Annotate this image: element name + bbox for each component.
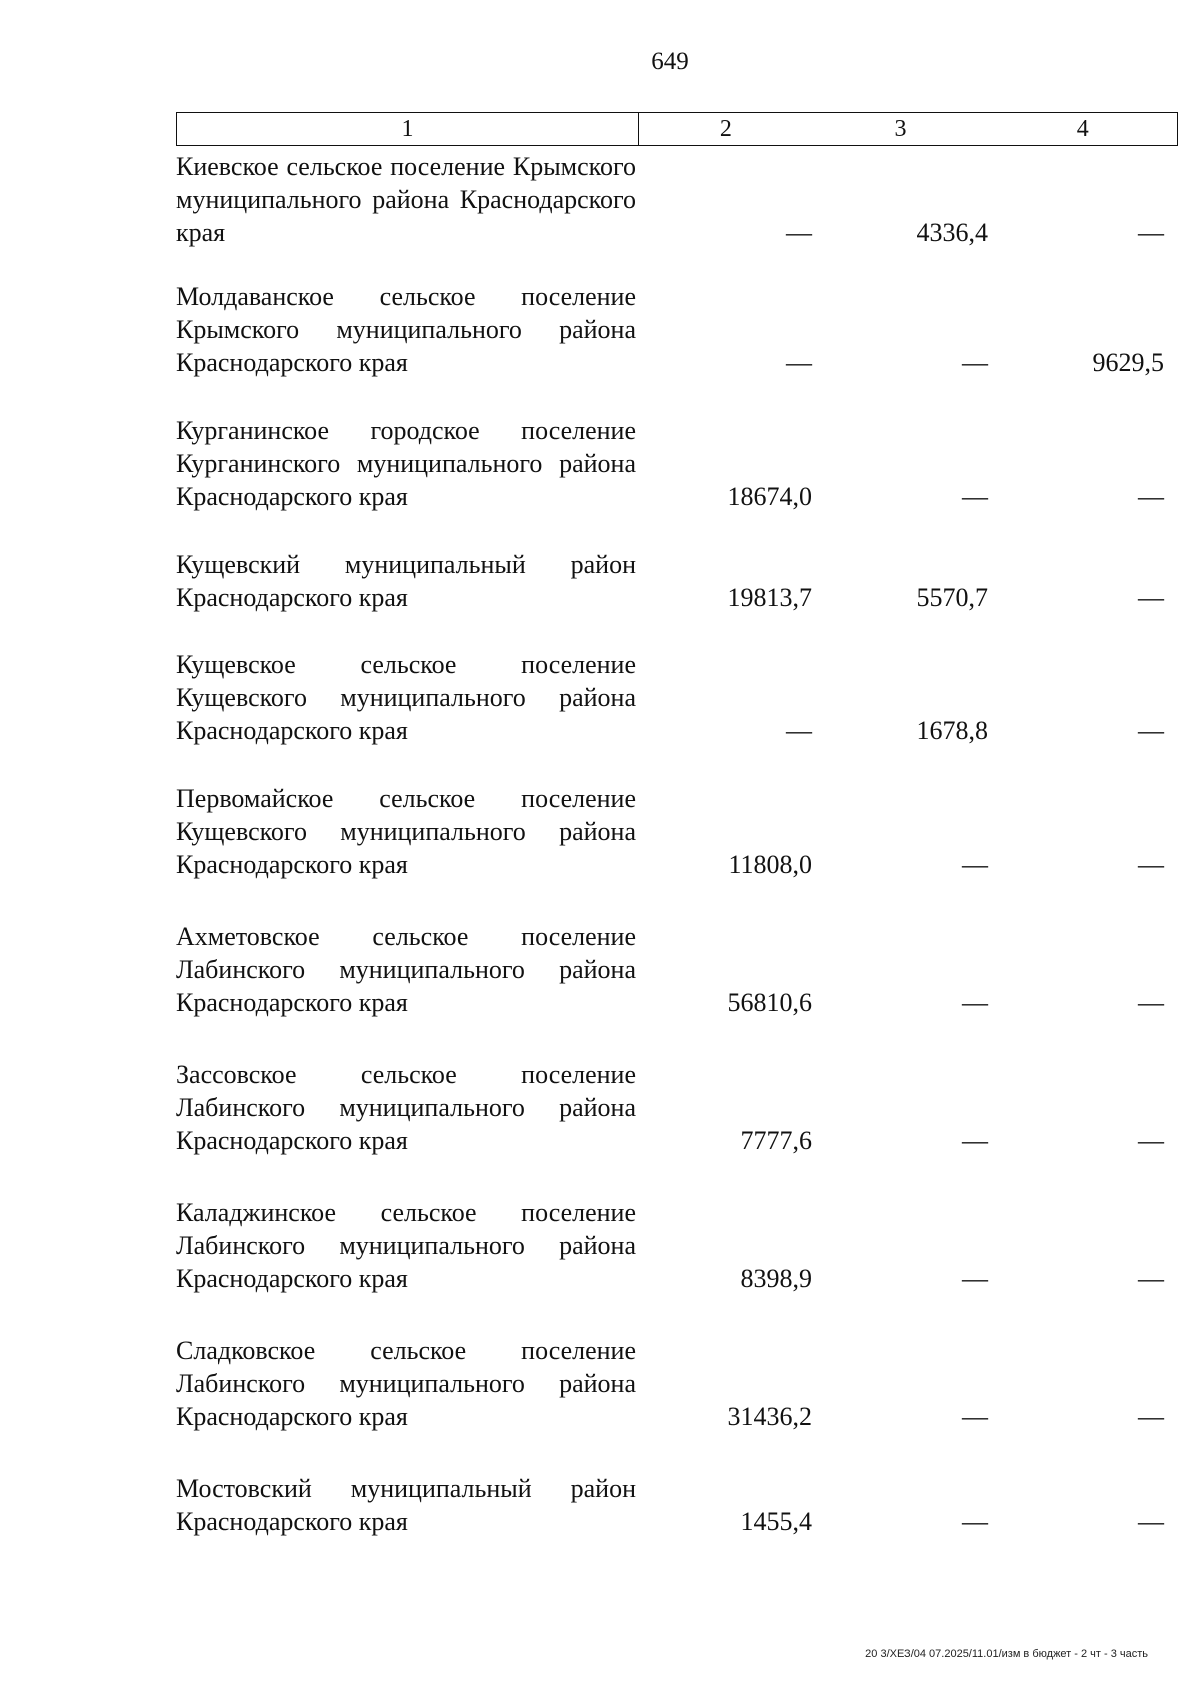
row-value-col-2: 19813,7 bbox=[727, 583, 812, 612]
row-value-col-2: 1455,4 bbox=[740, 1507, 812, 1536]
row-name: Ахметовское сельское поселение Лабинского муниципального района Краснодарского края bbox=[176, 922, 636, 1017]
footer-file-note: 20 3/ХЕЗ/04 07.2025/11.01/изм в бюджет - 2 чт - 3 часть bbox=[865, 1648, 1148, 1660]
row-name: Каладжинское сельское поселение Лабинского муниципального района Краснодарского края bbox=[176, 1198, 636, 1293]
row-value-col-4: 9629,5 bbox=[1092, 348, 1164, 377]
row-value-col-2: 31436,2 bbox=[727, 1402, 812, 1431]
row-value-col-3: — bbox=[962, 1402, 988, 1431]
row-value-col-2: — bbox=[786, 716, 812, 745]
row-name: Мостовский муниципальный район Краснодарского края bbox=[176, 1474, 636, 1536]
row-value-col-2: 18674,0 bbox=[727, 482, 812, 511]
row-value-col-3: — bbox=[962, 1507, 988, 1536]
row-name: Молдаванское сельское поселение Крымского муниципального района Краснодарского края bbox=[176, 282, 636, 377]
row-value-col-4: — bbox=[1138, 1507, 1164, 1536]
header-col-1: 1 bbox=[177, 113, 639, 145]
row-value-col-3: 5570,7 bbox=[916, 583, 988, 612]
row-name: Первомайское сельское поселение Кущевского муниципального района Краснодарского края bbox=[176, 784, 636, 879]
row-value-col-2: — bbox=[786, 348, 812, 377]
row-name: Киевское сельское поселение Крымского муниципального района Краснодарского края bbox=[176, 152, 636, 247]
row-value-col-2: 11808,0 bbox=[728, 850, 812, 879]
header-col-2: 2 bbox=[719, 115, 732, 142]
row-value-col-4: — bbox=[1138, 988, 1164, 1017]
header-col-3: 3 bbox=[894, 115, 907, 142]
row-value-col-4: — bbox=[1138, 1126, 1164, 1155]
row-value-col-3: 1678,8 bbox=[916, 716, 988, 745]
row-value-col-4: — bbox=[1138, 482, 1164, 511]
row-value-col-4: — bbox=[1138, 850, 1164, 879]
row-name: Курганинское городское поселение Курганинского муниципального района Краснодарского края bbox=[176, 416, 636, 511]
row-value-col-3: 4336,4 bbox=[916, 218, 988, 247]
row-value-col-3: — bbox=[962, 1264, 988, 1293]
row-value-col-4: — bbox=[1138, 218, 1164, 247]
header-col-4: 4 bbox=[1076, 115, 1089, 142]
row-name: Сладковское сельское поселение Лабинского муниципального района Краснодарского края bbox=[176, 1336, 636, 1431]
row-value-col-4: — bbox=[1138, 716, 1164, 745]
row-value-col-3: — bbox=[962, 348, 988, 377]
table-header bbox=[176, 112, 1178, 146]
row-value-col-3: — bbox=[962, 850, 988, 879]
row-value-col-2: 56810,6 bbox=[727, 988, 812, 1017]
row-value-col-2: — bbox=[786, 218, 812, 247]
row-value-col-3: — bbox=[962, 1126, 988, 1155]
row-value-col-3: — bbox=[962, 988, 988, 1017]
row-name: Кущевский муниципальный район Краснодарского края bbox=[176, 550, 636, 612]
row-value-col-4: — bbox=[1138, 583, 1164, 612]
row-value-col-4: — bbox=[1138, 1264, 1164, 1293]
row-value-col-3: — bbox=[962, 482, 988, 511]
row-name: Кущевское сельское поселение Кущевского муниципального района Краснодарского края bbox=[176, 650, 636, 745]
row-value-col-4: — bbox=[1138, 1402, 1164, 1431]
page-number: 649 bbox=[651, 48, 689, 75]
row-name: Зассовское сельское поселение Лабинского муниципального района Краснодарского края bbox=[176, 1060, 636, 1155]
row-value-col-2: 7777,6 bbox=[740, 1126, 812, 1155]
row-value-col-2: 8398,9 bbox=[740, 1264, 812, 1293]
